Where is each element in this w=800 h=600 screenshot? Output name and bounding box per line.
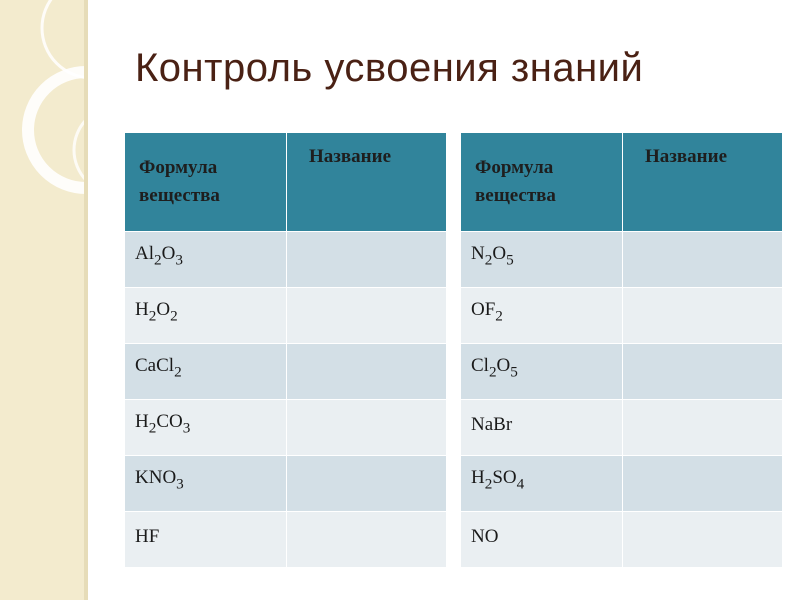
table-row	[125, 400, 447, 456]
name-cell[interactable]	[623, 344, 783, 400]
formula-subscript: 2	[484, 475, 493, 493]
formula-subscript: 3	[176, 475, 184, 493]
table-row	[125, 232, 447, 288]
name-cell[interactable]	[623, 400, 783, 456]
formula-subscript: 2	[154, 251, 162, 269]
table-body	[461, 232, 783, 568]
formula-subscript: 3	[182, 419, 191, 437]
formula-cell: HF	[125, 512, 287, 568]
table-row	[125, 512, 447, 568]
slide-title: Контроль усвоения знаний	[135, 46, 644, 90]
formula-subscript: 5	[510, 363, 518, 381]
formula-subscript: 2	[170, 307, 178, 325]
formula-cell: $Cl_2O_5$	[461, 344, 623, 400]
header-name: Название	[623, 133, 783, 232]
decorative-rings-icon	[0, 0, 88, 220]
name-cell[interactable]	[287, 232, 447, 288]
table-row	[461, 456, 783, 512]
name-cell[interactable]	[623, 512, 783, 568]
table-row	[125, 288, 447, 344]
name-cell[interactable]	[623, 456, 783, 512]
formula-table-left	[124, 132, 447, 568]
name-cell[interactable]	[287, 344, 447, 400]
table-row	[461, 344, 783, 400]
formula-cell: $H_2CO_3$	[125, 400, 287, 456]
formula-table-right	[460, 132, 783, 568]
table-body	[125, 232, 447, 568]
formula-subscript: 2	[484, 251, 493, 269]
name-cell[interactable]	[623, 288, 783, 344]
header-formula: Формула вещества	[461, 133, 623, 232]
formula-subscript: 5	[506, 251, 514, 269]
formula-subscript: 2	[495, 307, 503, 325]
name-cell[interactable]	[287, 400, 447, 456]
table-header-row	[461, 133, 783, 232]
formula-cell: $N_2O_5$	[461, 232, 623, 288]
table-row	[461, 512, 783, 568]
formula-subscript: 2	[148, 419, 157, 437]
formula-cell: $OF_2$	[461, 288, 623, 344]
side-band-edge	[84, 0, 88, 600]
table-row	[461, 232, 783, 288]
name-cell[interactable]	[287, 456, 447, 512]
formula-cell: $Al_2O_3$	[125, 232, 287, 288]
formula-cell: $H_2SO_4$	[461, 456, 623, 512]
name-cell[interactable]	[623, 232, 783, 288]
table-row	[461, 288, 783, 344]
header-formula: Формула вещества	[125, 133, 287, 232]
formula-cell: $KNO_3$	[125, 456, 287, 512]
table-row	[125, 456, 447, 512]
formula-subscript: 2	[488, 363, 497, 381]
header-name: Название	[287, 133, 447, 232]
formula-cell: $H_2O_2$	[125, 288, 287, 344]
decorative-side-band	[0, 0, 88, 600]
formula-cell: NaBr	[461, 400, 623, 456]
formula-subscript: 3	[175, 251, 183, 269]
table-row	[125, 344, 447, 400]
table-header-row	[125, 133, 447, 232]
formula-subscript: 2	[148, 307, 157, 325]
formula-cell: NO	[461, 512, 623, 568]
table-row	[461, 400, 783, 456]
name-cell[interactable]	[287, 512, 447, 568]
formula-subscript: 4	[516, 475, 525, 493]
name-cell[interactable]	[287, 288, 447, 344]
formula-cell: CaCl$_2$	[125, 344, 287, 400]
formula-subscript: 2	[174, 363, 182, 381]
